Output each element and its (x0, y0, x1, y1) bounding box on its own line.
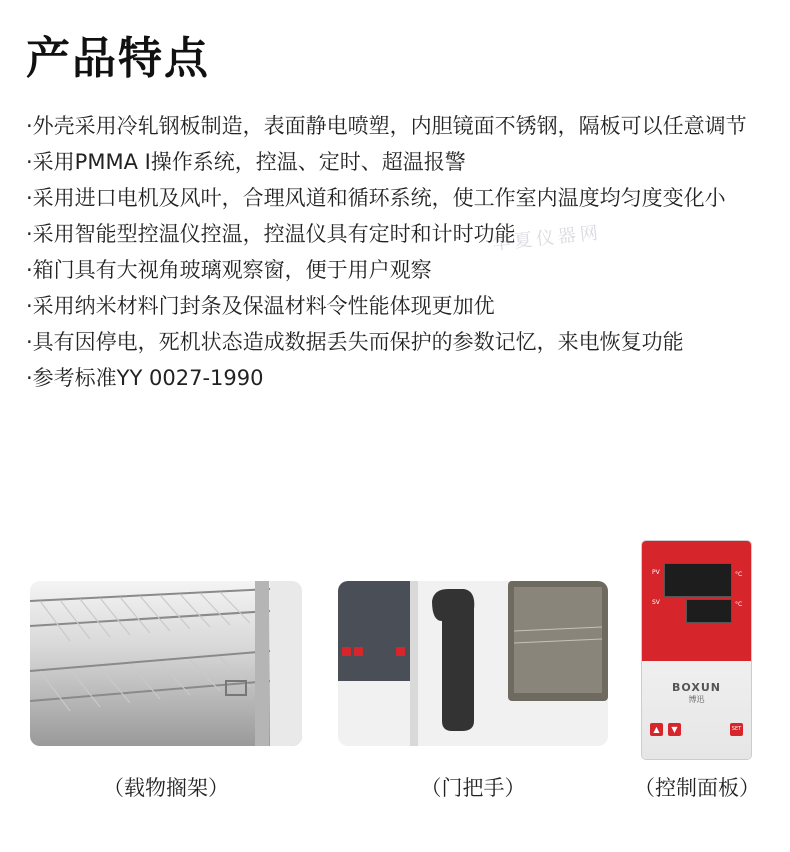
page-title: 产品特点 (26, 33, 210, 84)
feature-item: ·采用进口电机及风叶，合理风道和循环系统，使工作室内温度均匀度变化小 (26, 186, 726, 210)
door-handle-illustration (338, 581, 608, 746)
feature-list (26, 108, 766, 396)
panel-caption: （控制面板） (634, 776, 760, 800)
brand-logo-cn: 博迅 (688, 695, 705, 704)
brand-logo-en: BOXUN (672, 681, 721, 694)
down-key[interactable]: ▼ (668, 723, 681, 736)
shelf-photo (30, 581, 302, 746)
sv-display (686, 599, 732, 623)
door-handle-photo (338, 581, 608, 746)
shelf-caption: （载物搁架） (103, 776, 229, 800)
pv-label: PV (652, 569, 660, 576)
unit-label: °C (735, 571, 743, 578)
feature-item: ·具有因停电，死机状态造成数据丢失而保护的参数记忆，来电恢复功能 (26, 330, 684, 354)
feature-item: ·箱门具有大视角玻璃观察窗，便于用户观察 (26, 258, 432, 282)
set-key[interactable]: SET (730, 723, 743, 736)
feature-item: ·采用智能型控温仪控温，控温仪具有定时和计时功能 (26, 222, 516, 246)
handle-caption: （门把手） (420, 776, 526, 800)
sv-label: SV (652, 599, 660, 606)
feature-item: ·参考标准YY 0027-1990 (26, 366, 264, 390)
up-key[interactable]: ▲ (650, 723, 663, 736)
unit-label: °C (735, 601, 743, 608)
control-panel-photo (642, 541, 751, 759)
feature-item: ·外壳采用冷轧钢板制造，表面静电喷塑，内胆镜面不锈钢，隔板可以任意调节 (26, 114, 747, 138)
shelf-rack-illustration (30, 581, 302, 746)
feature-item: ·采用纳米材料门封条及保温材料令性能体现更加优 (26, 294, 495, 318)
feature-item: ·采用PMMA I操作系统，控温、定时、超温报警 (26, 150, 466, 174)
pv-display (664, 563, 732, 597)
watermark: 华夏仪器网 (491, 222, 603, 255)
